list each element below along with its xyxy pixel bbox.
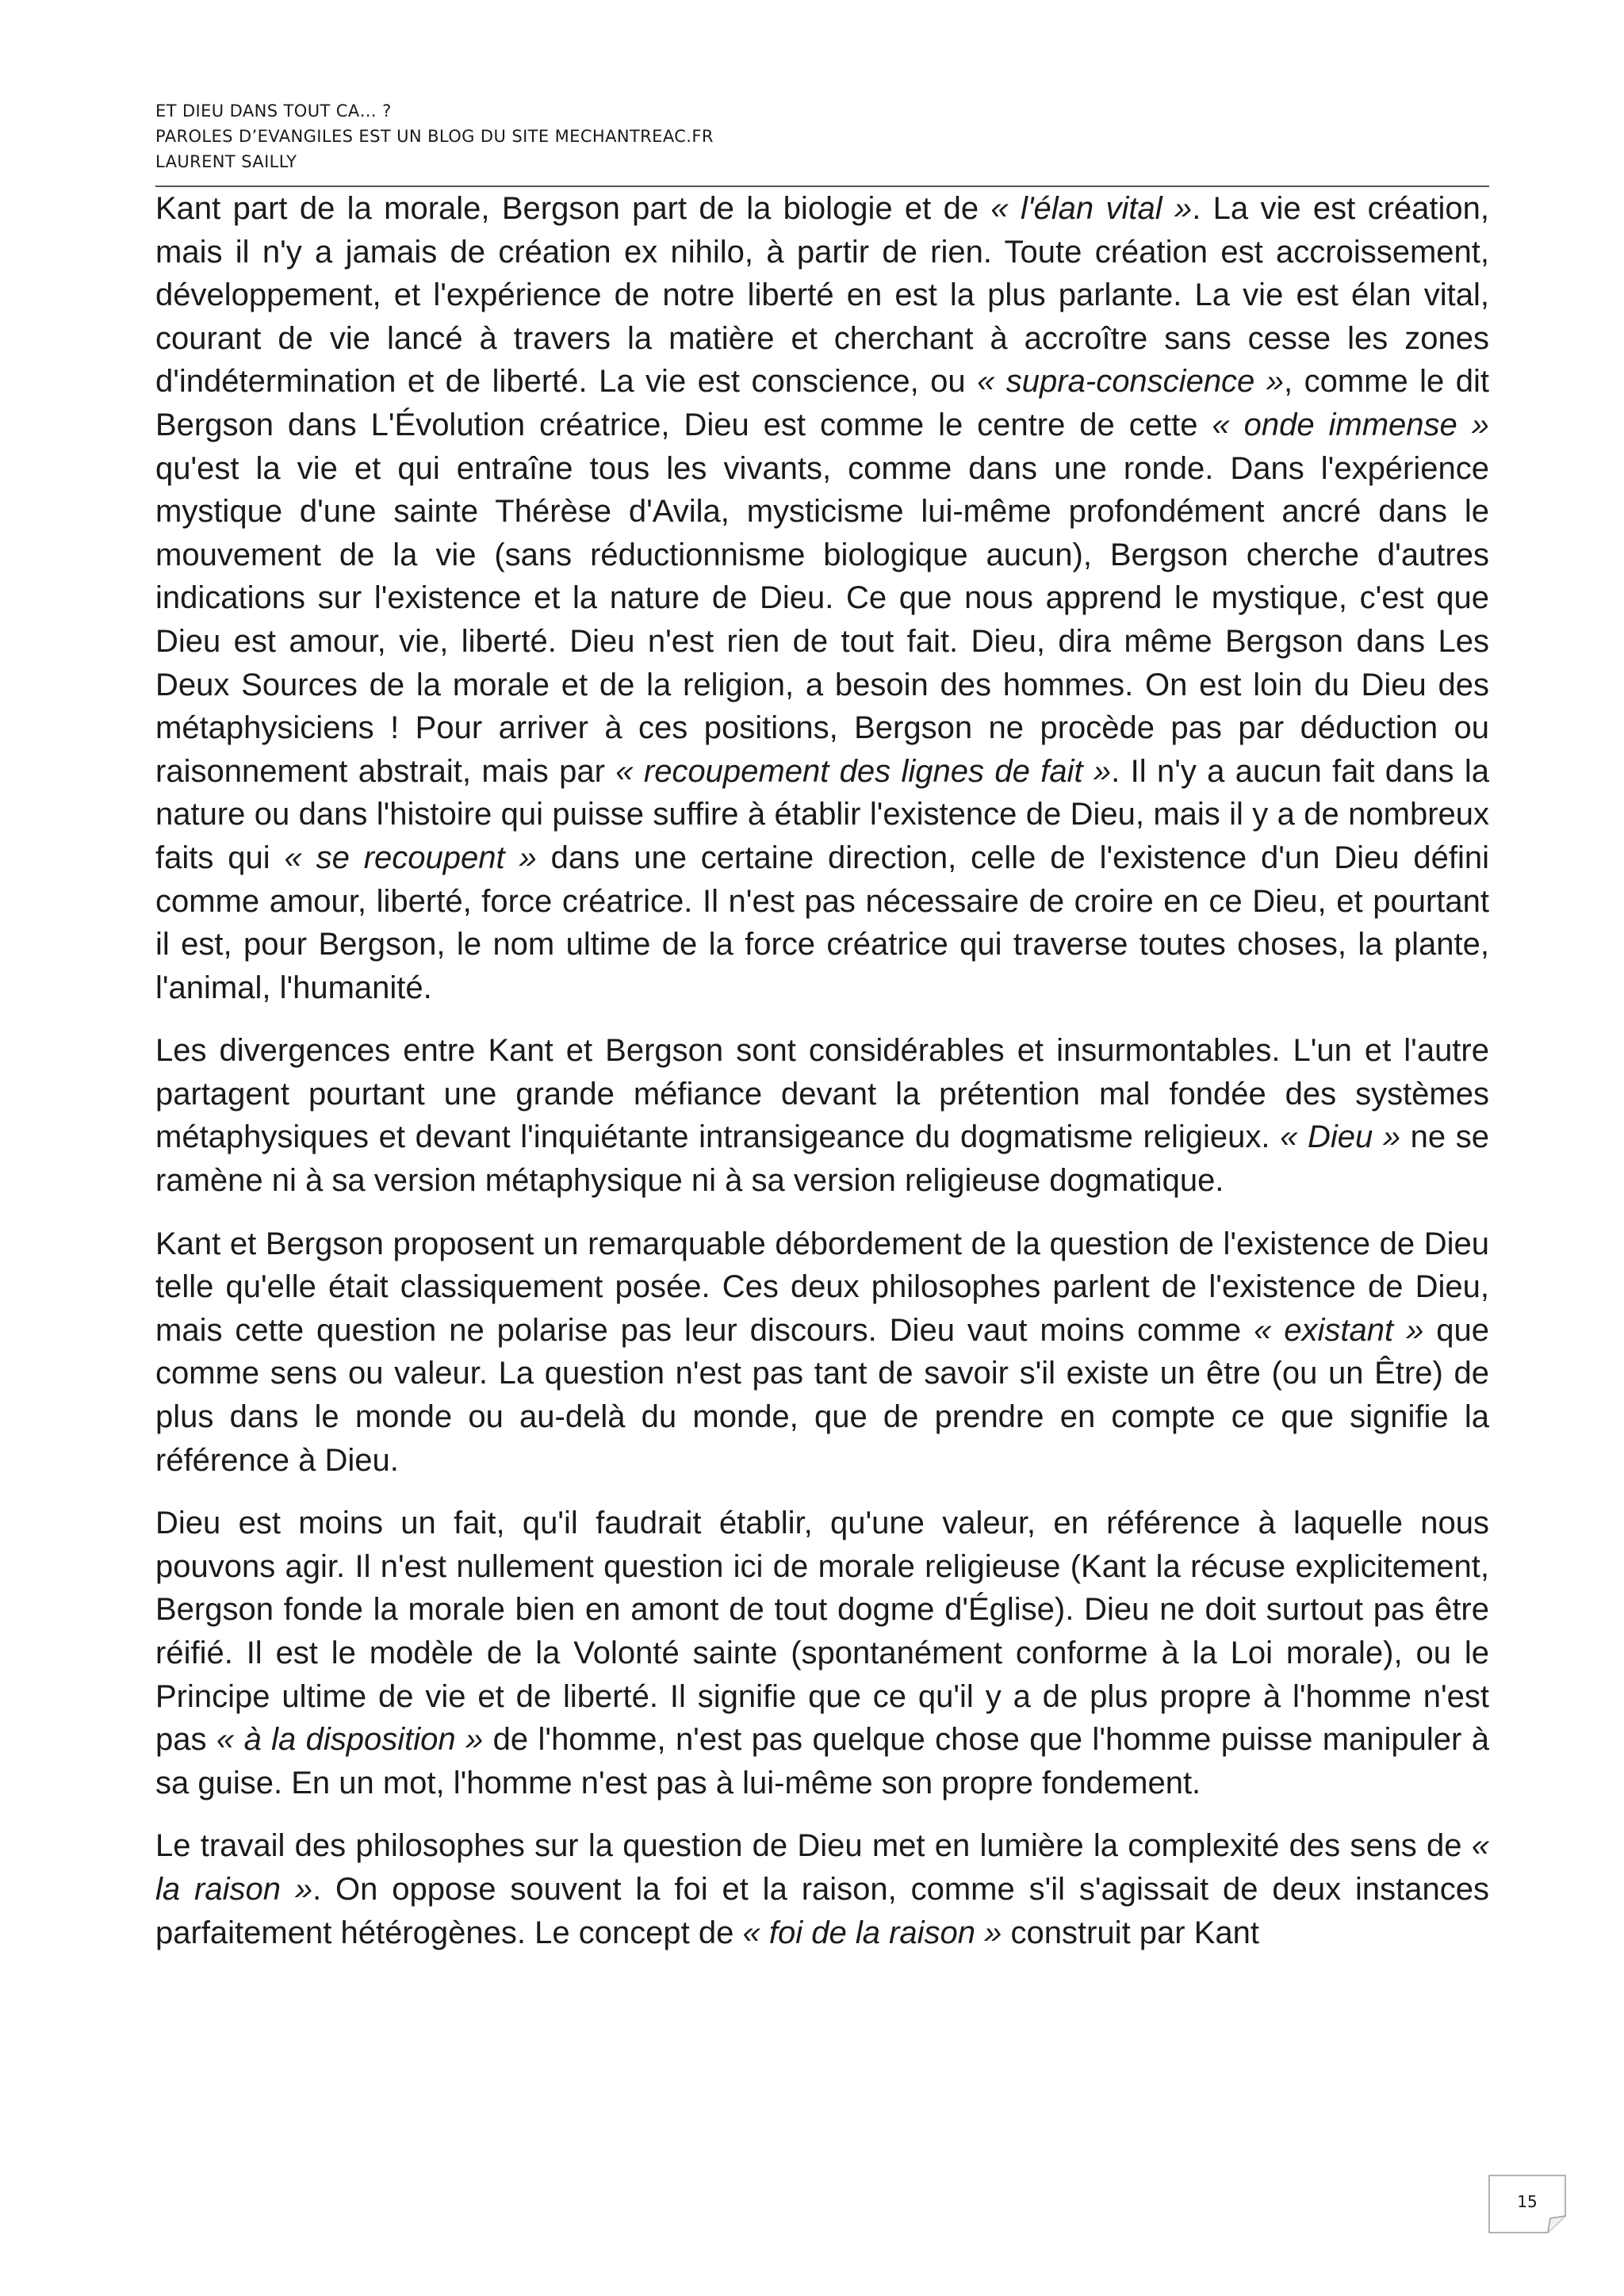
italic-quote: « la raison » <box>155 1828 1489 1907</box>
text-run: Kant et Bergson proposent un remarquable débordement de la question de l'existence de Dieu telle qu'elle était classiquement posée. Ces deux philosophes parlent de l'existence de Dieu, mais cette question ne polarise pas leur discours. Dieu vaut moins comme <box>155 1226 1489 1348</box>
paragraph-4 <box>155 1502 1489 1804</box>
text-run: . La vie est création, mais il n'y a jamais de création ex nihilo, à partir de rien. Toute création est accroissement, développement, et l'expérience de notre liberté en est la plus parlante. La vie est élan vital, courant de vie lancé à travers la matière et cherchant à accroître sans cesse les zones d'indétermination et de liberté. La vie est conscience, ou <box>155 191 1490 400</box>
italic-quote: « onde immense » <box>1212 407 1489 442</box>
header-subtitle: PAROLES D’EVANGILES EST UN BLOG DU SITE MECHANTREAC.FR <box>155 127 714 146</box>
italic-quote: « se recoupent » <box>284 840 537 875</box>
text-run: qu'est la vie et qui entraîne tous les vivants, comme dans une ronde. Dans l'expérience mystique d'une sainte Thérèse d'Avila, mysticisme lui-même profondément ancré dans le mouvement de la vie (sans réductionnisme biologique aucun), Bergson cherche d'autres indications sur l'existence et la nature de Dieu. Ce que nous apprend le mystique, c'est que Dieu est amour, vie, liberté. Dieu n'est rien de tout fait. Dieu, dira même Bergson dans Les Deux Sources de la morale et de la religion, a besoin des hommes. On est loin du Dieu des métaphysiciens ! Pour arriver à ces positions, Bergson ne procède pas par déduction ou raisonnement abstrait, mais par <box>155 450 1489 789</box>
text-run: ne se ramène ni à sa version métaphysique ni à sa version religieuse dogmatique. <box>155 1119 1490 1199</box>
text-run: . On oppose souvent la foi et la raison, comme s'il s'agissait de deux instances parfaitement hétérogènes. Le concept de <box>155 1871 1489 1950</box>
text-run: que comme sens ou valeur. La question n'est pas tant de savoir s'il existe un être (ou un Être) de plus dans le monde ou au-delà du monde, que de prendre en compte ce que signifie la référence à Dieu. <box>155 1312 1489 1478</box>
italic-quote: « à la disposition » <box>216 1722 484 1758</box>
italic-quote: « Dieu » <box>1280 1119 1401 1155</box>
paragraph-5 <box>155 1824 1489 1954</box>
italic-quote: « foi de la raison » <box>742 1915 1002 1950</box>
italic-quote: « supra-conscience » <box>977 364 1285 400</box>
italic-quote: « l'élan vital » <box>990 191 1193 226</box>
italic-quote: « existant » <box>1254 1312 1424 1348</box>
text-run: . Il n'y a aucun fait dans la nature ou dans l'histoire qui puisse suffire à établir l'existence de Dieu, mais il y a de nombreux faits qui <box>155 753 1489 875</box>
text-run: construit par Kant <box>1002 1915 1259 1950</box>
paragraph-2 <box>155 1029 1489 1202</box>
header-title: ET DIEU DANS TOUT CA… ? <box>155 101 392 121</box>
page-number-badge <box>1488 2175 1566 2233</box>
text-run: Kant part de la morale, Bergson part de la biologie et de <box>155 191 991 226</box>
text-run: dans une certaine direction, celle de l'existence d'un Dieu défini comme amour, liberté, force créatrice. Il n'est pas nécessaire de croire en ce Dieu, et pourtant il est, pour Bergson, le nom ultime de la force créatrice qui traverse toutes choses, la plante, l'animal, l'humanité. <box>155 840 1490 1005</box>
italic-quote: « recoupement des lignes de fait » <box>615 753 1112 789</box>
running-header <box>155 98 1489 187</box>
paragraph-3 <box>155 1223 1489 1483</box>
text-run: , comme le dit Bergson dans L'Évolution créatrice, Dieu est comme le centre de cette <box>155 364 1490 442</box>
header-author: LAURENT SAILLY <box>155 152 297 171</box>
page-number: 15 <box>1517 2192 1538 2211</box>
text-run: Le travail des philosophes sur la question de Dieu met en lumière la complexité des sens de <box>155 1828 1472 1864</box>
document-body <box>155 187 1489 1974</box>
paragraph-1 <box>155 187 1489 1009</box>
text-run: Les divergences entre Kant et Bergson sont considérables et insurmontables. L'un et l'autre partagent pourtant une grande méfiance devant la prétention mal fondée des systèmes métaphysiques et devant l'inquiétante intransigeance du dogmatisme religieux. <box>155 1033 1489 1155</box>
text-run: Dieu est moins un fait, qu'il faudrait établir, qu'une valeur, en référence à laquelle nous pouvons agir. Il n'est nullement question ici de morale religieuse (Kant la récuse explicitement, Bergson fonde la morale bien en amont de tout dogme d'Église). Dieu ne doit surtout pas être réifié. Il est le modèle de la Volonté sainte (spontanément conforme à la Loi morale), ou le Principe ultime de vie et de liberté. Il signifie que ce qu'il y a de plus propre à l'homme n'est pas <box>155 1506 1489 1758</box>
text-run: de l'homme, n'est pas quelque chose que l'homme puisse manipuler à sa guise. En un mot, l'homme n'est pas à lui-même son propre fondement. <box>155 1722 1489 1800</box>
